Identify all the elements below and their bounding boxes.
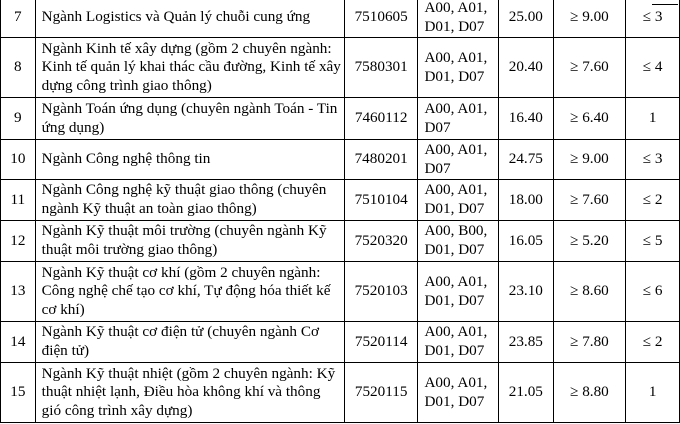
benchmark-score: 25.00 <box>499 0 554 38</box>
major-name: Ngành Kỹ thuật cơ khí (gồm 2 chuyên ngành: Công nghệ chế tạo cơ khí, Tự động hóa thiết kế cơ khí) <box>35 262 344 322</box>
row-number: 9 <box>1 98 36 140</box>
tiebreak-criterion-1: ≥ 8.80 <box>553 363 626 423</box>
tiebreak-criterion-1: ≥ 5.20 <box>553 221 626 262</box>
row-number: 8 <box>1 38 36 98</box>
benchmark-score: 16.40 <box>499 98 554 140</box>
subject-combinations: A00, A01, D07 <box>418 98 499 140</box>
benchmark-score: 24.75 <box>499 140 554 180</box>
tiebreak-criterion-2: ≤ 3 <box>626 0 680 38</box>
row-number: 10 <box>1 140 36 180</box>
row-number: 15 <box>1 363 36 423</box>
major-name: Ngành Công nghệ thông tin <box>35 140 344 180</box>
benchmark-score: 18.00 <box>499 180 554 221</box>
row-number: 11 <box>1 180 36 221</box>
tiebreak-criterion-2: ≤ 4 <box>626 38 680 98</box>
tiebreak-criterion-2: 1 <box>626 363 680 423</box>
row-number: 7 <box>1 0 36 38</box>
subject-combinations: A00, A01, D07 <box>418 140 499 180</box>
row-number: 14 <box>1 322 36 363</box>
subject-combinations: A00, A01, D01, D07 <box>418 262 499 322</box>
major-name: Ngành Kỹ thuật cơ điện tử (chuyên ngành Cơ điện tử) <box>35 322 344 363</box>
major-code: 7580301 <box>344 38 418 98</box>
major-name: Ngành Toán ứng dụng (chuyên ngành Toán - Tin ứng dụng) <box>35 98 344 140</box>
table-row <box>1 221 680 262</box>
table-row <box>1 38 680 98</box>
tiebreak-criterion-2: ≤ 2 <box>626 180 680 221</box>
row-number: 12 <box>1 221 36 262</box>
tiebreak-criterion-1: ≥ 7.60 <box>553 180 626 221</box>
major-code: 7520115 <box>344 363 418 423</box>
major-name: Ngành Kỹ thuật nhiệt (gồm 2 chuyên ngành: Kỹ thuật nhiệt lạnh, Điều hòa không khí và thông gió công trình xây dựng) <box>35 363 344 423</box>
tiebreak-criterion-1: ≥ 6.40 <box>553 98 626 140</box>
major-name: Ngành Kỹ thuật môi trường (chuyên ngành Kỹ thuật môi trường giao thông) <box>35 221 344 262</box>
benchmark-score: 16.05 <box>499 221 554 262</box>
subject-combinations: A00, A01, D01, D07 <box>418 0 499 38</box>
table-row <box>1 180 680 221</box>
subject-combinations: A00, A01, D01, D07 <box>418 322 499 363</box>
subject-combinations: A00, A01, D01, D07 <box>418 38 499 98</box>
tiebreak-criterion-2: ≤ 3 <box>626 140 680 180</box>
major-code: 7460112 <box>344 98 418 140</box>
table-row <box>1 98 680 140</box>
table-row <box>1 262 680 322</box>
table-row <box>1 363 680 423</box>
benchmark-score: 23.10 <box>499 262 554 322</box>
table-row <box>1 0 680 38</box>
major-code: 7480201 <box>344 140 418 180</box>
row-number: 13 <box>1 262 36 322</box>
major-name: Ngành Logistics và Quản lý chuỗi cung ứng <box>35 0 344 38</box>
major-code: 7510104 <box>344 180 418 221</box>
tiebreak-criterion-1: ≥ 9.00 <box>553 140 626 180</box>
tiebreak-criterion-1: ≥ 7.60 <box>553 38 626 98</box>
major-code: 7520103 <box>344 262 418 322</box>
subject-combinations: A00, B00, D01, D07 <box>418 221 499 262</box>
subject-combinations: A00, A01, D01, D07 <box>418 363 499 423</box>
tiebreak-criterion-2: ≤ 2 <box>626 322 680 363</box>
tiebreak-criterion-2: ≤ 6 <box>626 262 680 322</box>
benchmark-score: 23.85 <box>499 322 554 363</box>
major-name: Ngành Kinh tế xây dựng (gồm 2 chuyên ngành: Kinh tế quản lý khai thác cầu đường, Kinh tế xây dựng công trình giao thông) <box>35 38 344 98</box>
subject-combinations: A00, A01, D01, D07 <box>418 180 499 221</box>
tiebreak-criterion-2: 1 <box>626 98 680 140</box>
benchmark-score: 20.40 <box>499 38 554 98</box>
major-code: 7520320 <box>344 221 418 262</box>
benchmark-score: 21.05 <box>499 363 554 423</box>
major-code: 7520114 <box>344 322 418 363</box>
table-row <box>1 322 680 363</box>
tiebreak-criterion-2: ≤ 5 <box>626 221 680 262</box>
major-code: 7510605 <box>344 0 418 38</box>
tiebreak-criterion-1: ≥ 9.00 <box>553 0 626 38</box>
major-name: Ngành Công nghệ kỹ thuật giao thông (chuyên ngành Kỹ thuật an toàn giao thông) <box>35 180 344 221</box>
table-row <box>1 140 680 180</box>
tiebreak-criterion-1: ≥ 7.80 <box>553 322 626 363</box>
tiebreak-criterion-1: ≥ 8.60 <box>553 262 626 322</box>
